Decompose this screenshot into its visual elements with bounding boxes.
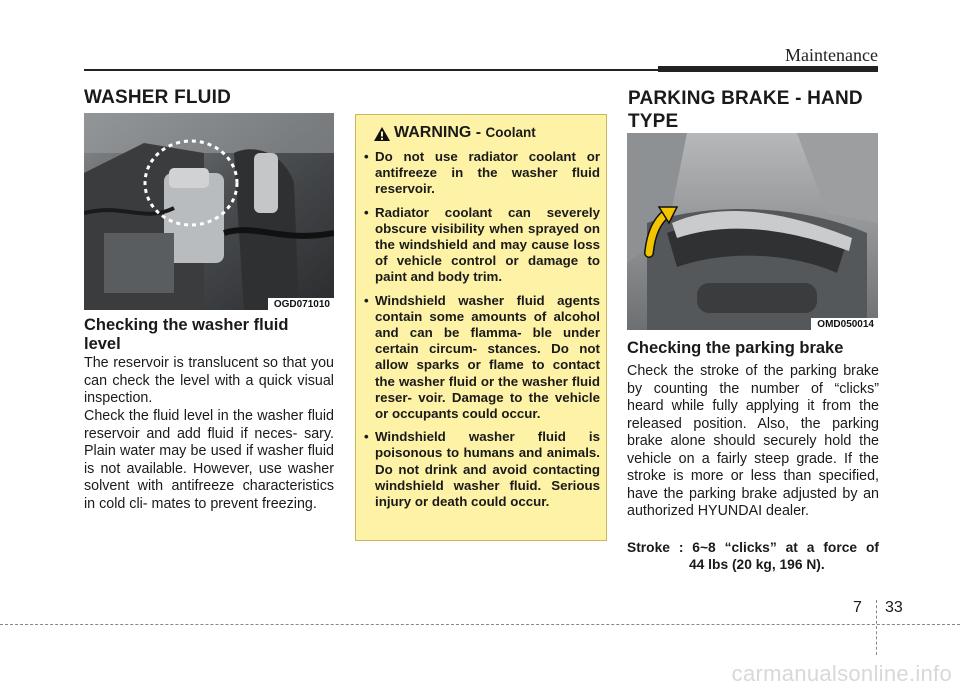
- warning-label: WARNING -: [394, 124, 486, 141]
- header-rule-bar: [658, 66, 878, 72]
- header-section-label: Maintenance: [785, 45, 878, 65]
- warning-item: • Do not use radiator coolant or antifreeze in the washer fluid reservoir.: [364, 149, 600, 198]
- page-number: 33: [885, 599, 903, 616]
- warning-list: [364, 149, 600, 517]
- footer-rule: [0, 624, 960, 625]
- warning-heading: [394, 124, 536, 142]
- stroke-line-1: Stroke : 6~8 “clicks” at a force of: [627, 540, 879, 555]
- washer-reservoir-photo: [84, 113, 334, 310]
- parking-brake-paragraph: Check the stroke of the parking brake by counting the number of “clicks” heard while fully applying it from the released position. Also, the parking brake alone should securely hold the vehicle on a fairly steep grade. If the stroke is more or less than specified, have the parking brake adjusted by an authorized HYUNDAI dealer.: [627, 363, 879, 519]
- warning-item: • Windshield washer fluid agents contain some amounts of alcohol and can be flamma- ble under certain circum- stances. Do not allow sparks or flame to contact the washer fluid or the washer fluid reser- voir. Damage to the vehicle or occupants could occur.: [364, 293, 600, 423]
- photo-code-left: OGD071010: [268, 298, 334, 310]
- parking-brake-title: PARKING BRAKE - HAND TYPE: [628, 88, 863, 132]
- washer-fluid-title: WASHER FLUID: [84, 87, 232, 108]
- footer-divider: [876, 600, 877, 655]
- watermark-text: carmanualsonline.info: [731, 661, 952, 686]
- stroke-spec: [627, 539, 879, 573]
- photo-code-right: OMD050014: [811, 318, 878, 330]
- warning-box: [355, 114, 607, 541]
- parking-brake-photo: [627, 133, 878, 330]
- parking-brake-subhead: Checking the parking brake: [627, 339, 844, 357]
- washer-paragraph-2: Check the fluid level in the washer fluid reservoir and add fluid if neces- sary. Plain water may be used if washer fluid is not available. However, use washer solvent with antifreeze characteristics in cold cli- mates to prevent freezing.: [84, 408, 334, 512]
- washer-check-subhead: Checking the washer fluid level: [84, 316, 289, 353]
- warning-topic: Coolant: [485, 125, 536, 140]
- washer-paragraph-1: The reservoir is translucent so that you can check the level with a quick visual inspection.: [84, 355, 334, 406]
- stroke-line-2: 44 lbs (20 kg, 196 N).: [689, 557, 825, 572]
- page-chapter: 7: [853, 599, 862, 616]
- warning-triangle-icon: [373, 126, 391, 142]
- warning-item: • Radiator coolant can severely obscure visibility when sprayed on the windshield and may cause loss of vehicle control or damage to paint and body trim.: [364, 205, 600, 286]
- warning-item: • Windshield washer fluid is poisonous to humans and animals. Do not drink and avoid contacting windshield washer fluid. Serious injury or death could occur.: [364, 429, 600, 510]
